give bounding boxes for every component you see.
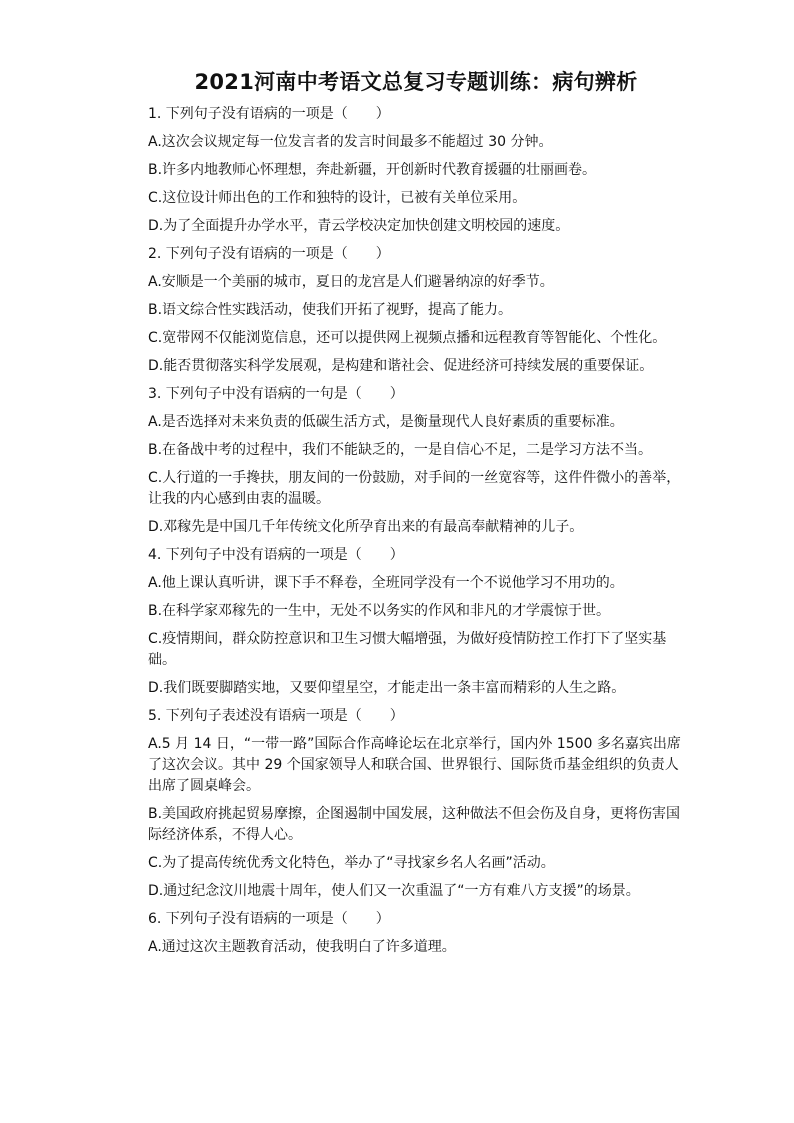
question-option: B.许多内地教师心怀理想，奔赴新疆，开创新时代教育援疆的壮丽画卷。 (148, 162, 597, 178)
question-list (148, 104, 684, 958)
question-option: A.通过这次主题教育活动，使我明白了许多道理。 (148, 939, 456, 955)
question-block (148, 706, 684, 902)
question-option: A.安顺是一个美丽的城市，夏日的龙宫是人们避暑纳凉的好季节。 (148, 274, 554, 290)
question-option: A.他上课认真听讲，课下手不释卷，全班同学没有一个不说他学习不用功的。 (148, 575, 624, 591)
question-stem: 3. 下列句子中没有语病的一句是（ ） (148, 386, 404, 402)
question-stem: 6. 下列句子没有语病的一项是（ ） (148, 911, 390, 927)
question-block (148, 384, 684, 538)
question-option: D.通过纪念汶川地震十周年，使人们又一次重温了“一方有难八方支援”的场景。 (148, 883, 640, 899)
question-block (148, 244, 684, 377)
question-option: D.能否贯彻落实科学发展观，是构建和谐社会、促进经济可持续发展的重要保证。 (148, 358, 654, 374)
question-block (148, 909, 684, 958)
question-option: B.美国政府挑起贸易摩擦，企图遏制中国发展，这种做法不但会伤及自身，更将伤害国际经济体系，不得人心。 (148, 806, 681, 843)
question-stem: 5. 下列句子表述没有语病一项是（ ） (148, 708, 404, 724)
question-stem: 1. 下列句子没有语病的一项是（ ） (148, 106, 390, 122)
question-option: C.为了提高传统优秀文化特色，举办了“寻找家乡名人名画”活动。 (148, 855, 555, 871)
question-option: D.为了全面提升办学水平，青云学校决定加快创建文明校园的速度。 (148, 218, 570, 234)
question-option: B.在科学家邓稼先的一生中，无处不以务实的作风和非凡的才学震惊于世。 (148, 603, 611, 619)
question-stem: 2. 下列句子没有语病的一项是（ ） (148, 246, 390, 262)
question-option: C.疫情期间，群众防控意识和卫生习惯大幅增强，为做好疫情防控工作打下了坚实基础。 (148, 631, 667, 668)
page-title: 2021河南中考语文总复习专题训练：病句辨析 (194, 70, 638, 94)
question-block (148, 545, 684, 699)
question-option: C.宽带网不仅能浏览信息，还可以提供网上视频点播和远程教育等智能化、个性化。 (148, 330, 667, 346)
question-option: C.人行道的一手搀扶，朋友间的一份鼓励，对手间的一丝宽容等，这件件微小的善举，让我的内心感到由衷的温暖。 (148, 470, 681, 507)
question-option: D.邓稼先是中国几千年传统文化所孕育出来的有最高奉献精神的儿子。 (148, 519, 584, 535)
question-option: A.是否选择对未来负责的低碳生活方式，是衡量现代人良好素质的重要标准。 (148, 414, 624, 430)
question-option: A.5 月 14 日，“一带一路”国际合作高峰论坛在北京举行，国内外 1500 多名嘉宾出席了这次会议。其中 29 个国家领导人和联合国、世界银行、国际货币基金组织的负责人出席了圆桌峰会。 (148, 736, 681, 794)
question-stem: 4. 下列句子中没有语病的一项是（ ） (148, 547, 404, 563)
question-option: B.在备战中考的过程中，我们不能缺乏的，一是自信心不足，二是学习方法不当。 (148, 442, 653, 458)
question-block (148, 104, 684, 237)
question-option: B.语文综合性实践活动，使我们开拓了视野，提高了能力。 (148, 302, 513, 318)
question-option: A.这次会议规定每一位发言者的发言时间最多不能超过 30 分钟。 (148, 134, 553, 150)
question-option: D.我们既要脚踏实地，又要仰望星空，才能走出一条丰富而精彩的人生之路。 (148, 680, 626, 696)
question-option: C.这位设计师出色的工作和独特的设计，已被有关单位采用。 (148, 190, 527, 206)
